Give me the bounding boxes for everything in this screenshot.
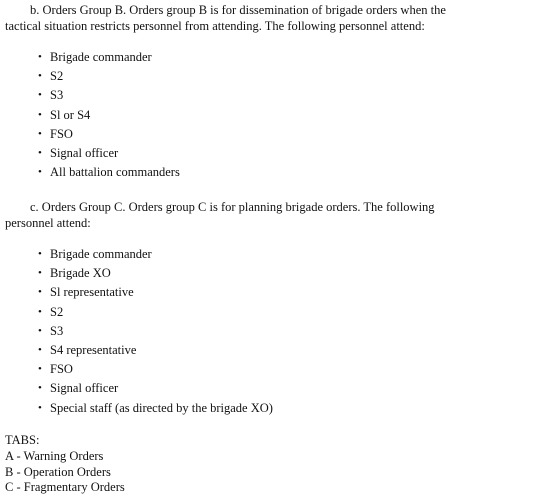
list-item: • S3 [38, 86, 180, 105]
list-item: • Signal officer [38, 144, 180, 163]
section-b-personnel-list [38, 48, 180, 182]
list-item: • Sl representative [38, 283, 273, 302]
tabs-heading: TABS: [5, 433, 40, 447]
bullet-icon: • [38, 382, 42, 395]
section-c-line-2: personnel attend: [5, 215, 91, 230]
bullet-icon: • [38, 305, 42, 318]
section-c-paragraph [5, 200, 525, 231]
list-item: • S4 representative [38, 341, 273, 360]
section-b-paragraph [5, 3, 525, 34]
list-item: • Special staff (as directed by the brigade XO) [38, 399, 273, 418]
bullet-icon: • [38, 286, 42, 299]
section-c-personnel-list [38, 245, 273, 418]
tab-entry-b: B - Operation Orders [5, 464, 111, 479]
bullet-icon: • [38, 51, 42, 63]
bullet-icon: • [38, 146, 42, 159]
list-item: • Brigade commander [38, 48, 180, 67]
list-item: • S3 [38, 322, 273, 341]
bullet-icon: • [38, 127, 42, 140]
list-item: • Signal officer [38, 379, 273, 398]
list-item: • S2 [38, 303, 273, 322]
bullet-icon: • [38, 401, 42, 414]
section-b-line-2: tactical situation restricts personnel from attending. The following personnel attend: [5, 18, 425, 33]
bullet-icon: • [38, 70, 42, 83]
section-c-line-1: c. Orders Group C. Orders group C is for planning brigade orders. The following [30, 200, 435, 214]
list-item: • All battalion commanders [38, 163, 180, 182]
bullet-icon: • [38, 267, 42, 280]
tab-entry-c: C - Fragmentary Orders [5, 480, 125, 495]
list-item: • FSO [38, 360, 273, 379]
bullet-icon: • [38, 248, 42, 260]
list-item: • S2 [38, 67, 180, 86]
bullet-icon: • [38, 343, 42, 356]
list-item: • Sl or S4 [38, 106, 180, 125]
bullet-icon: • [38, 108, 42, 121]
tabs-section [5, 433, 125, 496]
list-item: • Brigade XO [38, 264, 273, 283]
section-b-line-1: b. Orders Group B. Orders group B is for dissemination of brigade orders when the [30, 3, 446, 17]
bullet-icon: • [38, 89, 42, 102]
list-item: • FSO [38, 125, 180, 144]
bullet-icon: • [38, 363, 42, 376]
bullet-icon: • [38, 324, 42, 337]
tab-entry-a: A - Warning Orders [5, 448, 104, 463]
bullet-icon: • [38, 166, 42, 179]
list-item: • Brigade commander [38, 245, 273, 264]
